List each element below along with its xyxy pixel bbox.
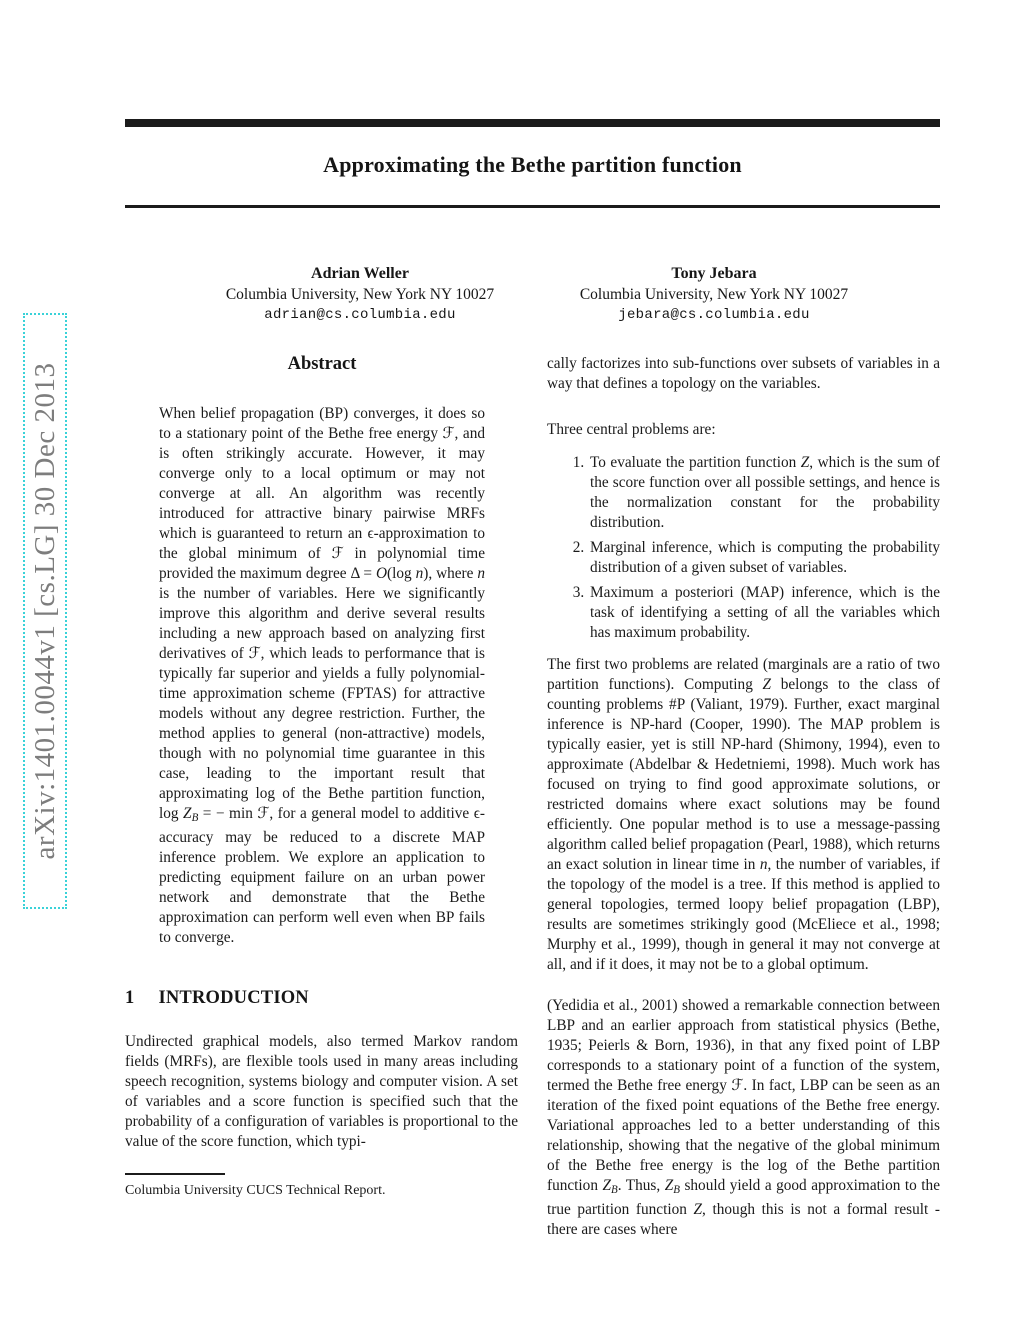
abstract-section <box>159 354 485 948</box>
author-email: adrian@cs.columbia.edu <box>264 307 456 323</box>
paragraph-yedidia-connection: (Yedidia et al., 2001) showed a remarkable connection between LBP and an earlier approach from statistical physics (Bethe, 1935; Peierls & Born, 1936), in that any fixed point of LBP corresponds to a stationary point of a function of the system, termed the Bethe free energy ℱ. In fact, LBP can be seen as an iteration of the fixed point equations of the Bethe free energy. Variational approaches led to a better understanding of this relationship, showing that the negative of the global minimum of the Bethe free energy is the log of the Bethe partition function $Z_B$. Thus, $Z_B$ should yield a good approximation to the true partition function Z, though this is not a formal result - there are cases where <box>547 997 941 1238</box>
paper-title: Approximating the Bethe partition function <box>323 152 742 177</box>
author-email: jebara@cs.columbia.edu <box>618 307 810 323</box>
top-rule <box>125 119 940 127</box>
title-rule <box>125 205 940 208</box>
author-block-adrian-weller <box>195 263 525 325</box>
footnote-text: Columbia University CUCS Technical Report. <box>125 1182 386 1198</box>
paragraph-problem-complexity: The first two problems are related (marginals are a ratio of two partition functions). Computing Z belongs to the class of counting problems #P (Valiant, 1979). Further, exact marginal inference is NP-hard (Cooper, 1990). The MAP problem is typically easier, yet is still NP-hard (Shimony, 1994), even to approximate (Abdelbar & Hedetniemi, 1998). Much work has focused on trying to find good approximate solutions, or restricted domains where exact solutions may be found efficiently. One popular method is to use a message-passing algorithm called belief propagation (Pearl, 1988), which returns an exact solution in linear time in n, the number of variables, if the topology of the model is a tree. If this method is applied to general topologies, termed loopy belief propagation (LBP), results are sometimes strikingly good (McEliece et al., 1998; Murphy et al., 1999), though in general it may not converge at all, and if it does, it may not be to a global optimum. <box>547 656 941 973</box>
abstract-body: When belief propagation (BP) converges, it does so to a stationary point of the Bethe free energy ℱ, and is often strikingly accurate. However, it may converge only to a local optimum or may not converge at all. An algorithm was recently introduced for attractive binary pairwise MRFs which is guaranteed to return an ϵ-approximation to the global minimum of ℱ in polynomial time provided the maximum degree Δ = O(log n), where n is the number of variables. Here we significantly improve this algorithm and derive several results including a new approach based on analyzing first derivatives of ℱ, which leads to performance that is typically far superior and yields a fully polynomial-time approximation scheme (FPTAS) for attractive models without any degree restriction. Further, the method applies to general (non-attractive) models, though with no polynomial time guarantee in this case, leading to the important result that approximating log of the Bethe partition function, $\log Z_B$ = − min ℱ, for a general model to additive ϵ-accuracy may be reduced to a discrete MAP inference problem. We explore an application to predicting equipment failure on an urban power network and demonstrate that the Bethe approximation can perform well even when BP fails to converge. <box>159 405 486 946</box>
author-affiliation: Columbia University, New York NY 10027 <box>225 286 495 303</box>
list-item-map-inference: 3. Maximum a posteriori (MAP) inference, which is the task of identifying a setting of all the variables which has maximum probability. <box>588 583 940 643</box>
list-item-marginal-inference: 2. Marginal inference, which is computing the probability distribution of a given subset of variables. <box>588 538 940 578</box>
author-name: Adrian Weller <box>311 265 409 282</box>
list-item-partition-function: 1. To evaluate the partition function Z, which is the sum of the score function over all possible settings, and hence is the normalization constant for the probability distribution. <box>588 453 940 533</box>
section-number: 1 <box>125 987 135 1008</box>
abstract-heading: Abstract <box>287 354 357 374</box>
paragraph-three-problems-intro: Three central problems are: <box>547 421 716 438</box>
section-heading-introduction <box>125 988 518 1009</box>
left-column <box>125 352 518 1200</box>
author-block-tony-jebara <box>549 263 879 325</box>
introduction-paragraph: Undirected graphical models, also termed Markov random fields (MRFs), are flexible tools used in many areas including speech recognition, systems biology and computer vision. A set of variables and a score function is specified such that the probability of a configuration of variables is proportional to the value of the score function, which typi- <box>125 1032 518 1150</box>
section-title: INTRODUCTION <box>158 987 309 1008</box>
arxiv-watermark-link[interactable]: arXiv:1401.0044v1 [cs.LG] 30 Dec 2013 <box>23 313 67 909</box>
right-column <box>547 352 940 1240</box>
author-affiliation: Columbia University, New York NY 10027 <box>579 286 849 303</box>
paragraph-topology: cally factorizes into sub-functions over subsets of variables in a way that defines a topology on the variables. <box>547 355 940 392</box>
author-name: Tony Jebara <box>671 265 757 282</box>
central-problems-list <box>547 453 940 643</box>
footnote-rule <box>125 1173 225 1175</box>
